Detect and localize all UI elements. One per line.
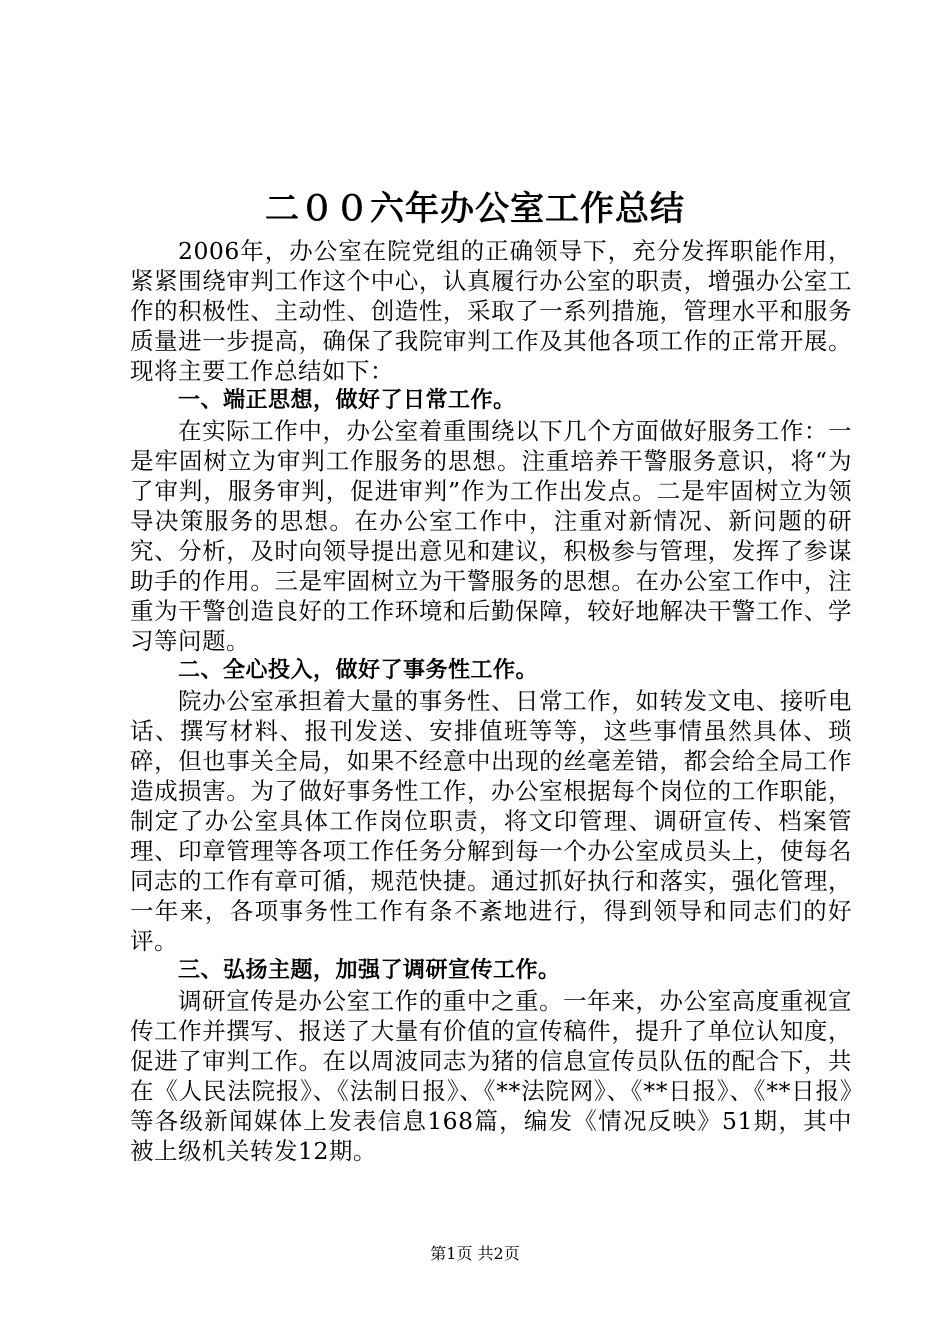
- section-1-heading: 一、端正思想，做好了日常工作。: [178, 388, 516, 413]
- page-footer: 第1页 共2页: [430, 1244, 520, 1263]
- section-3-paragraph: 调研宣传是办公室工作的重中之重。一年来，办公室高度重视宣传工作并撰写、报送了大量有价值的宣传稿件，提升了单位认知度，促进了审判工作。在以周波同志为猪的信息宣传员队伍的配合下，共在《人民法院报》、《法制日报》、《**法院网》、《**日报》、《**日报》等各级新闻媒体上发表信息168篇，编发《情况反映》51期，其中被上级机关转发12期。: [130, 987, 852, 1165]
- section-3-heading: 三、弘扬主题，加强了调研宣传工作。: [178, 958, 561, 983]
- document-body: [130, 236, 852, 1166]
- section-2-heading: 二、全心投入，做好了事务性工作。: [178, 658, 539, 683]
- section-1-paragraph: 在实际工作中，办公室着重围绕以下几个方面做好服务工作：一是牢固树立为审判工作服务的思想。注重培养干警服务意识，将“为了审判，服务审判，促进审判”作为工作出发点。二是牢固树立为领导决策服务的思想。在办公室工作中，注重对新情况、新问题的研究、分析，及时向领导提出意见和建议，积极参与管理，发挥了参谋助手的作用。三是牢固树立为干警服务的思想。在办公室工作中，注重为干警创造良好的工作环境和后勤保障，较好地解决干警工作、学习等问题。: [130, 417, 852, 655]
- intro-paragraph: 2006年，办公室在院党组的正确领导下，充分发挥职能作用，紧紧围绕审判工作这个中心，认真履行办公室的职责，增强办公室工作的积极性、主动性、创造性，采取了一系列措施，管理水平和服务质量进一步提高，确保了我院审判工作及其他各项工作的正常开展。现将主要工作总结如下：: [130, 237, 852, 385]
- document-title: 二００六年办公室工作总结: [265, 189, 685, 229]
- section-2-paragraph: 院办公室承担着大量的事务性、日常工作，如转发文电、接听电话、撰写材料、报刊发送、安排值班等等，这些事情虽然具体、琐碎，但也事关全局，如果不经意中出现的丝毫差错，都会给全局工作造成损害。为了做好事务性工作，办公室根据每个岗位的工作职能，制定了办公室具体工作岗位职责，将文印管理、调研宣传、档案管理、印章管理等各项工作任务分解到每一个办公室成员头上，使每名同志的工作有章可循，规范快捷。通过抓好执行和落实，强化管理，一年来，各项事务性工作有条不紊地进行，得到领导和同志们的好评。: [130, 687, 852, 955]
